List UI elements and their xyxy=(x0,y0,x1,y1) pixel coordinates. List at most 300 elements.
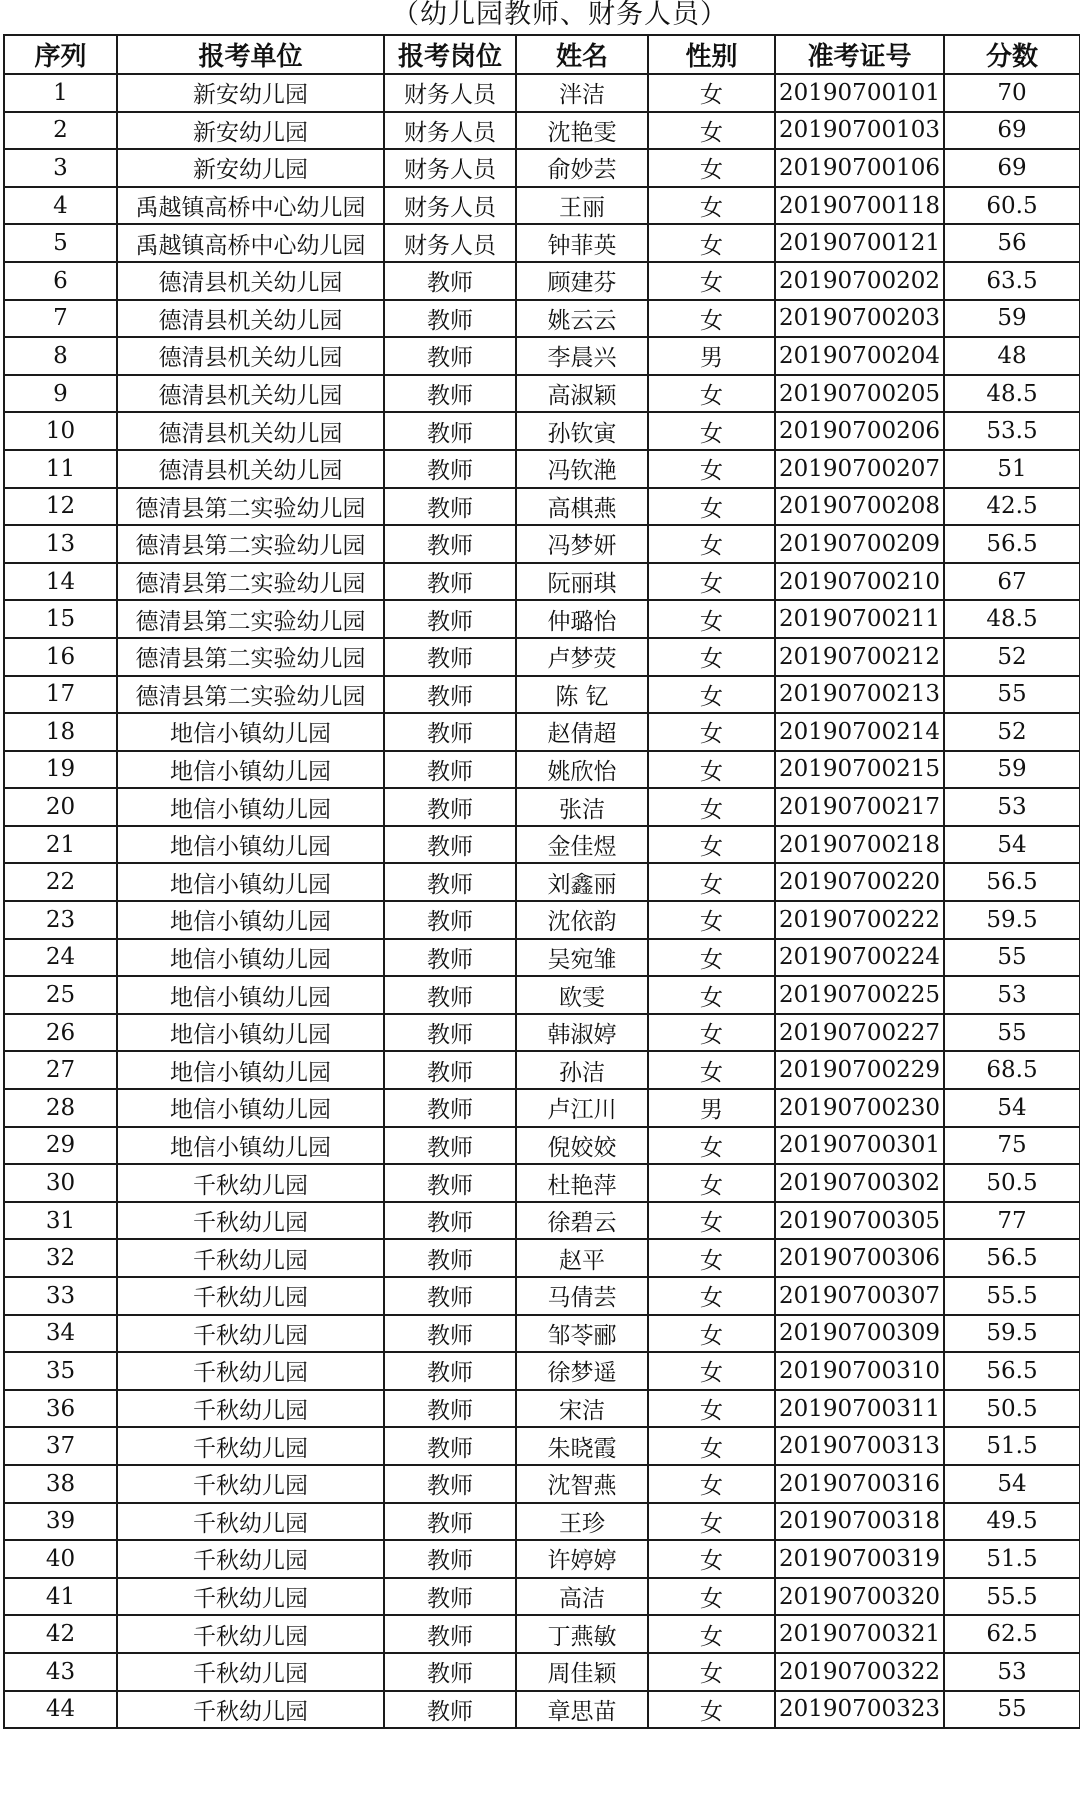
cell-unit: 德清县第二实验幼儿园 xyxy=(117,600,384,638)
cell-post: 教师 xyxy=(384,1390,516,1428)
cell-ticket: 20190700103 xyxy=(775,112,944,150)
cell-post: 财务人员 xyxy=(384,112,516,150)
table-row xyxy=(4,1691,1080,1729)
table-row xyxy=(4,1540,1080,1578)
cell-gender: 女 xyxy=(648,863,775,901)
table-row xyxy=(4,788,1080,826)
cell-score: 56.5 xyxy=(944,1352,1080,1390)
cell-serial: 9 xyxy=(4,375,117,413)
table-row xyxy=(4,1051,1080,1089)
cell-ticket: 20190700214 xyxy=(775,713,944,751)
cell-gender: 女 xyxy=(648,1653,775,1691)
cell-gender: 女 xyxy=(648,525,775,563)
cell-gender: 女 xyxy=(648,826,775,864)
cell-serial: 3 xyxy=(4,149,117,187)
cell-name: 张洁 xyxy=(516,788,648,826)
cell-gender: 女 xyxy=(648,1427,775,1465)
column-header-serial: 序列 xyxy=(4,35,117,74)
cell-ticket: 20190700229 xyxy=(775,1051,944,1089)
cell-gender: 女 xyxy=(648,788,775,826)
cell-score: 69 xyxy=(944,149,1080,187)
cell-name: 周佳颖 xyxy=(516,1653,648,1691)
cell-ticket: 20190700206 xyxy=(775,412,944,450)
cell-serial: 39 xyxy=(4,1503,117,1541)
cell-score: 69 xyxy=(944,112,1080,150)
cell-name: 冯梦妍 xyxy=(516,525,648,563)
cell-ticket: 20190700227 xyxy=(775,1014,944,1052)
cell-serial: 33 xyxy=(4,1277,117,1315)
table-row xyxy=(4,939,1080,977)
table-row xyxy=(4,412,1080,450)
cell-name: 孙洁 xyxy=(516,1051,648,1089)
table-row xyxy=(4,525,1080,563)
cell-ticket: 20190700224 xyxy=(775,939,944,977)
cell-ticket: 20190700316 xyxy=(775,1465,944,1503)
cell-unit: 千秋幼儿园 xyxy=(117,1653,384,1691)
cell-name: 刘鑫丽 xyxy=(516,863,648,901)
table-row xyxy=(4,1578,1080,1616)
cell-unit: 新安幼儿园 xyxy=(117,74,384,112)
cell-ticket: 20190700207 xyxy=(775,450,944,488)
cell-unit: 德清县第二实验幼儿园 xyxy=(117,563,384,601)
cell-ticket: 20190700302 xyxy=(775,1164,944,1202)
cell-score: 59 xyxy=(944,300,1080,338)
cell-name: 仲璐怡 xyxy=(516,600,648,638)
cell-unit: 千秋幼儿园 xyxy=(117,1315,384,1353)
cell-post: 教师 xyxy=(384,1127,516,1165)
cell-gender: 女 xyxy=(648,1315,775,1353)
cell-gender: 女 xyxy=(648,187,775,225)
table-row xyxy=(4,337,1080,375)
table-row xyxy=(4,1202,1080,1240)
cell-gender: 女 xyxy=(648,563,775,601)
cell-serial: 26 xyxy=(4,1014,117,1052)
table-row xyxy=(4,1503,1080,1541)
cell-gender: 女 xyxy=(648,1164,775,1202)
cell-serial: 31 xyxy=(4,1202,117,1240)
cell-post: 财务人员 xyxy=(384,74,516,112)
table-row xyxy=(4,1615,1080,1653)
cell-serial: 22 xyxy=(4,863,117,901)
cell-ticket: 20190700318 xyxy=(775,1503,944,1541)
cell-serial: 28 xyxy=(4,1089,117,1127)
table-row xyxy=(4,563,1080,601)
cell-ticket: 20190700212 xyxy=(775,638,944,676)
cell-serial: 6 xyxy=(4,262,117,300)
cell-unit: 地信小镇幼儿园 xyxy=(117,1051,384,1089)
cell-post: 教师 xyxy=(384,676,516,714)
cell-ticket: 20190700301 xyxy=(775,1127,944,1165)
cell-name: 孙钦寅 xyxy=(516,412,648,450)
cell-gender: 女 xyxy=(648,488,775,526)
cell-name: 陈 钇 xyxy=(516,676,648,714)
cell-name: 章思苗 xyxy=(516,1691,648,1729)
cell-unit: 地信小镇幼儿园 xyxy=(117,713,384,751)
cell-ticket: 20190700202 xyxy=(775,262,944,300)
cell-unit: 德清县机关幼儿园 xyxy=(117,262,384,300)
table-row xyxy=(4,600,1080,638)
cell-unit: 地信小镇幼儿园 xyxy=(117,939,384,977)
cell-ticket: 20190700217 xyxy=(775,788,944,826)
cell-gender: 女 xyxy=(648,412,775,450)
cell-score: 51.5 xyxy=(944,1540,1080,1578)
cell-score: 56.5 xyxy=(944,1239,1080,1277)
cell-name: 许婷婷 xyxy=(516,1540,648,1578)
cell-gender: 女 xyxy=(648,676,775,714)
table-row xyxy=(4,1127,1080,1165)
table-row xyxy=(4,1465,1080,1503)
cell-score: 77 xyxy=(944,1202,1080,1240)
cell-name: 阮丽琪 xyxy=(516,563,648,601)
cell-unit: 地信小镇幼儿园 xyxy=(117,976,384,1014)
cell-post: 教师 xyxy=(384,1089,516,1127)
cell-unit: 德清县机关幼儿园 xyxy=(117,412,384,450)
cell-ticket: 20190700211 xyxy=(775,600,944,638)
cell-name: 赵平 xyxy=(516,1239,648,1277)
table-row xyxy=(4,863,1080,901)
cell-unit: 禹越镇高桥中心幼儿园 xyxy=(117,224,384,262)
cell-post: 教师 xyxy=(384,1653,516,1691)
cell-unit: 地信小镇幼儿园 xyxy=(117,901,384,939)
cell-gender: 女 xyxy=(648,1578,775,1616)
cell-score: 50.5 xyxy=(944,1390,1080,1428)
cell-post: 财务人员 xyxy=(384,149,516,187)
cell-serial: 16 xyxy=(4,638,117,676)
cell-unit: 千秋幼儿园 xyxy=(117,1691,384,1729)
cell-ticket: 20190700309 xyxy=(775,1315,944,1353)
cell-post: 教师 xyxy=(384,713,516,751)
cell-score: 60.5 xyxy=(944,187,1080,225)
cell-post: 教师 xyxy=(384,300,516,338)
cell-score: 51 xyxy=(944,450,1080,488)
cell-serial: 10 xyxy=(4,412,117,450)
cell-serial: 29 xyxy=(4,1127,117,1165)
table-row xyxy=(4,638,1080,676)
cell-serial: 17 xyxy=(4,676,117,714)
cell-post: 教师 xyxy=(384,1578,516,1616)
cell-post: 教师 xyxy=(384,1315,516,1353)
cell-ticket: 20190700320 xyxy=(775,1578,944,1616)
cell-ticket: 20190700319 xyxy=(775,1540,944,1578)
cell-score: 56.5 xyxy=(944,525,1080,563)
cell-gender: 女 xyxy=(648,1277,775,1315)
cell-serial: 37 xyxy=(4,1427,117,1465)
cell-serial: 4 xyxy=(4,187,117,225)
cell-unit: 新安幼儿园 xyxy=(117,149,384,187)
cell-gender: 女 xyxy=(648,1691,775,1729)
cell-gender: 女 xyxy=(648,74,775,112)
cell-unit: 禹越镇高桥中心幼儿园 xyxy=(117,187,384,225)
cell-gender: 女 xyxy=(648,1540,775,1578)
cell-post: 教师 xyxy=(384,976,516,1014)
cell-score: 48.5 xyxy=(944,600,1080,638)
table-row xyxy=(4,262,1080,300)
cell-score: 51.5 xyxy=(944,1427,1080,1465)
cell-post: 教师 xyxy=(384,1503,516,1541)
cell-name: 卢梦荧 xyxy=(516,638,648,676)
cell-serial: 43 xyxy=(4,1653,117,1691)
cell-ticket: 20190700118 xyxy=(775,187,944,225)
cell-post: 财务人员 xyxy=(384,187,516,225)
cell-post: 教师 xyxy=(384,1615,516,1653)
cell-ticket: 20190700222 xyxy=(775,901,944,939)
cell-score: 54 xyxy=(944,826,1080,864)
cell-score: 52 xyxy=(944,713,1080,751)
cell-post: 教师 xyxy=(384,1277,516,1315)
cell-name: 朱晓霞 xyxy=(516,1427,648,1465)
cell-ticket: 20190700204 xyxy=(775,337,944,375)
cell-ticket: 20190700208 xyxy=(775,488,944,526)
cell-unit: 千秋幼儿园 xyxy=(117,1164,384,1202)
cell-ticket: 20190700209 xyxy=(775,525,944,563)
cell-serial: 23 xyxy=(4,901,117,939)
cell-serial: 13 xyxy=(4,525,117,563)
cell-post: 教师 xyxy=(384,1427,516,1465)
cell-gender: 女 xyxy=(648,1014,775,1052)
cell-gender: 女 xyxy=(648,600,775,638)
cell-gender: 女 xyxy=(648,1239,775,1277)
cell-serial: 11 xyxy=(4,450,117,488)
cell-serial: 27 xyxy=(4,1051,117,1089)
cell-serial: 36 xyxy=(4,1390,117,1428)
header-row xyxy=(4,35,1080,74)
cell-post: 教师 xyxy=(384,1014,516,1052)
cell-score: 53 xyxy=(944,976,1080,1014)
cell-ticket: 20190700225 xyxy=(775,976,944,1014)
cell-unit: 千秋幼儿园 xyxy=(117,1503,384,1541)
cell-name: 宋洁 xyxy=(516,1390,648,1428)
cell-unit: 千秋幼儿园 xyxy=(117,1352,384,1390)
cell-gender: 女 xyxy=(648,1503,775,1541)
cell-post: 教师 xyxy=(384,788,516,826)
cell-name: 沈依韵 xyxy=(516,901,648,939)
cell-name: 邹苓郦 xyxy=(516,1315,648,1353)
cell-gender: 男 xyxy=(648,1089,775,1127)
cell-score: 70 xyxy=(944,74,1080,112)
cell-score: 55 xyxy=(944,676,1080,714)
cell-name: 王珍 xyxy=(516,1503,648,1541)
column-header-ticket: 准考证号 xyxy=(775,35,944,74)
cell-post: 教师 xyxy=(384,450,516,488)
cell-unit: 地信小镇幼儿园 xyxy=(117,1089,384,1127)
cell-unit: 地信小镇幼儿园 xyxy=(117,788,384,826)
cell-unit: 千秋幼儿园 xyxy=(117,1277,384,1315)
cell-ticket: 20190700307 xyxy=(775,1277,944,1315)
cell-gender: 女 xyxy=(648,1465,775,1503)
cell-post: 教师 xyxy=(384,600,516,638)
cell-ticket: 20190700310 xyxy=(775,1352,944,1390)
cell-name: 钟菲英 xyxy=(516,224,648,262)
cell-unit: 千秋幼儿园 xyxy=(117,1390,384,1428)
cell-score: 49.5 xyxy=(944,1503,1080,1541)
cell-name: 俞妙芸 xyxy=(516,149,648,187)
cell-gender: 女 xyxy=(648,112,775,150)
cell-serial: 1 xyxy=(4,74,117,112)
cell-serial: 35 xyxy=(4,1352,117,1390)
cell-post: 教师 xyxy=(384,488,516,526)
cell-name: 王丽 xyxy=(516,187,648,225)
cell-score: 63.5 xyxy=(944,262,1080,300)
cell-name: 李晨兴 xyxy=(516,337,648,375)
cell-serial: 18 xyxy=(4,713,117,751)
table-row xyxy=(4,826,1080,864)
cell-serial: 34 xyxy=(4,1315,117,1353)
column-header-gender: 性别 xyxy=(648,35,775,74)
cell-unit: 德清县机关幼儿园 xyxy=(117,337,384,375)
cell-post: 教师 xyxy=(384,262,516,300)
cell-ticket: 20190700305 xyxy=(775,1202,944,1240)
cell-score: 67 xyxy=(944,563,1080,601)
cell-name: 沈艳雯 xyxy=(516,112,648,150)
table-row xyxy=(4,1014,1080,1052)
cell-name: 顾建芬 xyxy=(516,262,648,300)
cell-name: 赵倩超 xyxy=(516,713,648,751)
cell-name: 欧雯 xyxy=(516,976,648,1014)
table-row xyxy=(4,1427,1080,1465)
table-row xyxy=(4,1164,1080,1202)
cell-score: 55.5 xyxy=(944,1277,1080,1315)
cell-gender: 女 xyxy=(648,751,775,789)
table-row xyxy=(4,74,1080,112)
table-row xyxy=(4,1239,1080,1277)
cell-score: 54 xyxy=(944,1089,1080,1127)
cell-serial: 38 xyxy=(4,1465,117,1503)
cell-gender: 女 xyxy=(648,300,775,338)
cell-unit: 千秋幼儿园 xyxy=(117,1465,384,1503)
cell-unit: 地信小镇幼儿园 xyxy=(117,751,384,789)
cell-post: 教师 xyxy=(384,1051,516,1089)
cell-ticket: 20190700205 xyxy=(775,375,944,413)
cell-score: 59 xyxy=(944,751,1080,789)
table-row xyxy=(4,1390,1080,1428)
cell-ticket: 20190700321 xyxy=(775,1615,944,1653)
cell-score: 53.5 xyxy=(944,412,1080,450)
cell-unit: 德清县第二实验幼儿园 xyxy=(117,638,384,676)
cell-ticket: 20190700210 xyxy=(775,563,944,601)
cell-gender: 女 xyxy=(648,262,775,300)
cell-serial: 5 xyxy=(4,224,117,262)
column-header-name: 姓名 xyxy=(516,35,648,74)
cell-gender: 女 xyxy=(648,939,775,977)
exam-score-table xyxy=(3,34,1080,1729)
cell-ticket: 20190700101 xyxy=(775,74,944,112)
table-row xyxy=(4,187,1080,225)
column-header-post: 报考岗位 xyxy=(384,35,516,74)
cell-unit: 千秋幼儿园 xyxy=(117,1578,384,1616)
cell-name: 马倩芸 xyxy=(516,1277,648,1315)
table-row xyxy=(4,224,1080,262)
cell-ticket: 20190700220 xyxy=(775,863,944,901)
cell-unit: 千秋幼儿园 xyxy=(117,1427,384,1465)
cell-name: 沈智燕 xyxy=(516,1465,648,1503)
cell-name: 杜艳萍 xyxy=(516,1164,648,1202)
cell-name: 徐碧云 xyxy=(516,1202,648,1240)
cell-serial: 32 xyxy=(4,1239,117,1277)
cell-serial: 21 xyxy=(4,826,117,864)
table-row xyxy=(4,300,1080,338)
cell-name: 徐梦遥 xyxy=(516,1352,648,1390)
table-row xyxy=(4,375,1080,413)
cell-gender: 女 xyxy=(648,1390,775,1428)
cell-ticket: 20190700218 xyxy=(775,826,944,864)
cell-post: 教师 xyxy=(384,638,516,676)
cell-score: 52 xyxy=(944,638,1080,676)
cell-serial: 41 xyxy=(4,1578,117,1616)
cell-name: 倪姣姣 xyxy=(516,1127,648,1165)
cell-gender: 女 xyxy=(648,149,775,187)
cell-score: 62.5 xyxy=(944,1615,1080,1653)
cell-gender: 女 xyxy=(648,976,775,1014)
cell-unit: 德清县机关幼儿园 xyxy=(117,300,384,338)
table-body xyxy=(4,74,1080,1728)
column-header-score: 分数 xyxy=(944,35,1080,74)
cell-serial: 7 xyxy=(4,300,117,338)
cell-score: 42.5 xyxy=(944,488,1080,526)
cell-name: 卢江川 xyxy=(516,1089,648,1127)
cell-score: 55 xyxy=(944,1691,1080,1729)
cell-gender: 女 xyxy=(648,1202,775,1240)
cell-name: 姚欣怡 xyxy=(516,751,648,789)
cell-unit: 德清县第二实验幼儿园 xyxy=(117,525,384,563)
cell-gender: 女 xyxy=(648,1051,775,1089)
cell-post: 教师 xyxy=(384,1239,516,1277)
cell-unit: 地信小镇幼儿园 xyxy=(117,1014,384,1052)
cell-name: 姚云云 xyxy=(516,300,648,338)
table-row xyxy=(4,450,1080,488)
cell-serial: 8 xyxy=(4,337,117,375)
cell-score: 48.5 xyxy=(944,375,1080,413)
table-row xyxy=(4,976,1080,1014)
cell-score: 68.5 xyxy=(944,1051,1080,1089)
cell-unit: 地信小镇幼儿园 xyxy=(117,863,384,901)
cell-ticket: 20190700203 xyxy=(775,300,944,338)
cell-post: 教师 xyxy=(384,901,516,939)
cell-score: 56 xyxy=(944,224,1080,262)
cell-ticket: 20190700306 xyxy=(775,1239,944,1277)
cell-score: 75 xyxy=(944,1127,1080,1165)
table-row xyxy=(4,112,1080,150)
cell-ticket: 20190700106 xyxy=(775,149,944,187)
cell-gender: 女 xyxy=(648,224,775,262)
cell-name: 吴宛雏 xyxy=(516,939,648,977)
cell-ticket: 20190700323 xyxy=(775,1691,944,1729)
cell-serial: 2 xyxy=(4,112,117,150)
cell-ticket: 20190700322 xyxy=(775,1653,944,1691)
cell-score: 50.5 xyxy=(944,1164,1080,1202)
cell-post: 教师 xyxy=(384,337,516,375)
cell-score: 53 xyxy=(944,788,1080,826)
cell-serial: 40 xyxy=(4,1540,117,1578)
cell-score: 55 xyxy=(944,939,1080,977)
table-row xyxy=(4,1277,1080,1315)
cell-ticket: 20190700121 xyxy=(775,224,944,262)
cell-gender: 女 xyxy=(648,1127,775,1165)
cell-ticket: 20190700313 xyxy=(775,1427,944,1465)
cell-post: 教师 xyxy=(384,563,516,601)
cell-post: 教师 xyxy=(384,375,516,413)
table-row xyxy=(4,901,1080,939)
table-row xyxy=(4,1653,1080,1691)
cell-gender: 女 xyxy=(648,1352,775,1390)
cell-post: 教师 xyxy=(384,863,516,901)
cell-score: 59.5 xyxy=(944,1315,1080,1353)
cell-ticket: 20190700311 xyxy=(775,1390,944,1428)
cell-score: 54 xyxy=(944,1465,1080,1503)
table-row xyxy=(4,1315,1080,1353)
cell-serial: 42 xyxy=(4,1615,117,1653)
cell-post: 教师 xyxy=(384,751,516,789)
cell-name: 高淑颖 xyxy=(516,375,648,413)
